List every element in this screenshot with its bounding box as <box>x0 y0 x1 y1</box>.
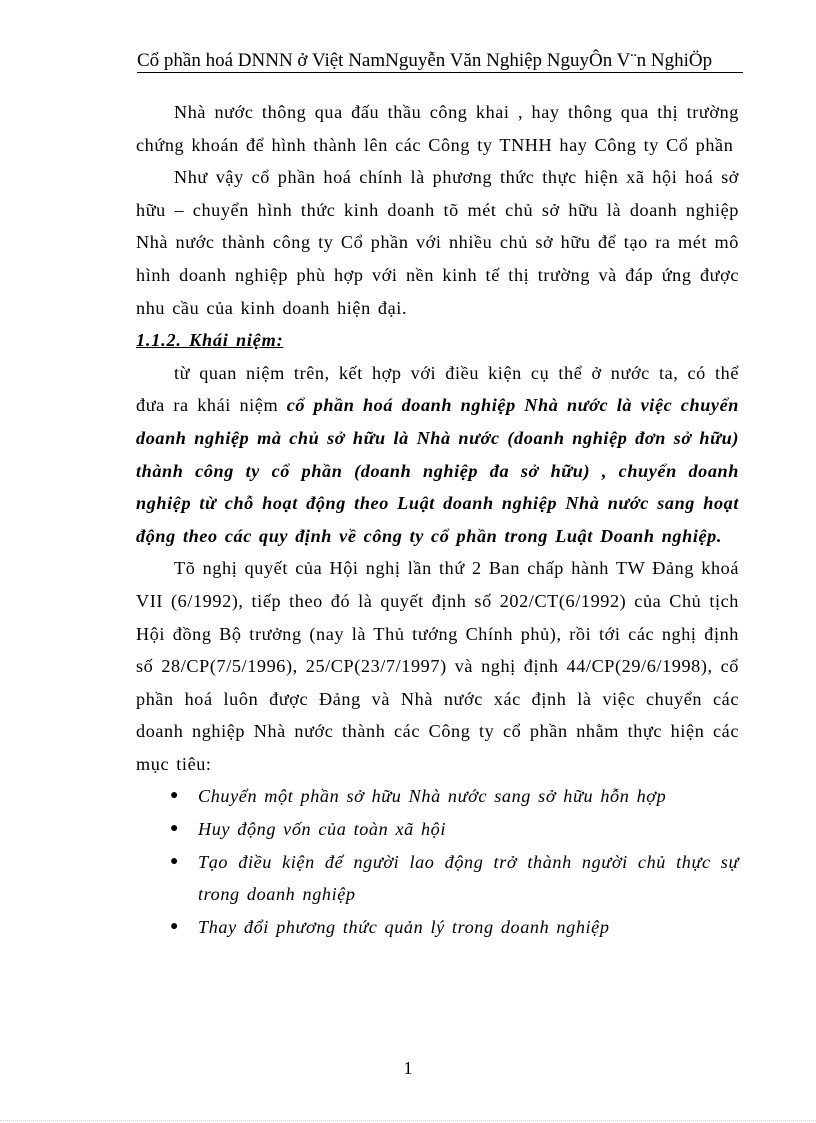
objectives-list <box>136 780 739 943</box>
paragraph-3 <box>136 357 739 553</box>
bullet-icon: ● <box>170 853 180 869</box>
list-item <box>136 813 739 846</box>
document-body <box>136 96 739 943</box>
paragraph-2: Như vậy cổ phần hoá chính là phương thức thực hiện xã hội hoá sở hữu – chuyển hình thức kinh doanh tõ mét chủ sở hữu là doanh nghiệp Nhà nước thành công ty Cổ phần với nhiều chủ sở hữu để tạo ra mét mô hình doanh nghiệp phù hợp với nền kinh tế thị trường và đáp ứng được nhu cầu của kinh doanh hiện đại. <box>136 167 739 318</box>
bullet-icon: ● <box>170 821 180 837</box>
list-item <box>136 911 739 944</box>
paragraph-1: Nhà nước thông qua đấu thầu công khai , hay thông qua thị trường chứng khoán để hình thành lên các Công ty TNHH hay Công ty Cổ phần <box>136 102 739 155</box>
list-item-text: Huy động vốn của toàn xã hội <box>198 819 447 840</box>
list-item <box>136 780 739 813</box>
list-item <box>136 846 739 911</box>
section-heading: 1.1.2. Khái niệm: <box>136 330 284 351</box>
page-bottom-divider <box>0 1120 816 1121</box>
list-item-text: Thay đổi phương thức quản lý trong doanh nghiệp <box>198 916 610 937</box>
page-number: 1 <box>403 1058 413 1078</box>
list-item-text: Chuyển một phần sở hữu Nhà nước sang sở hữu hỗn hợp <box>198 786 667 807</box>
paragraph-3-lead: từ quan niệm trên, kết hợp với điều kiện cụ thể ở nước ta, có thể đưa ra khái niệm <box>136 362 739 416</box>
paragraph-4: Tõ nghị quyết của Hội nghị lần thứ 2 Ban chấp hành TW Đảng khoá VII (6/1992), tiếp theo đó là quyết định số 202/CT(6/1992) của Chủ tịch Hội đồng Bộ trưởng (nay là Thủ tướng Chính phủ), rồi tới các nghị định số 28/CP(7/5/1996), 25/CP(23/7/1997) và nghị định 44/CP(29/6/1998), cổ phần hoá luôn được Đảng và Nhà nước xác định là việc chuyển các doanh nghiệp Nhà nước thành các Công ty cổ phần nhằm thực hiện các mục tiêu: <box>136 558 739 774</box>
definition-emphasis: cổ phần hoá doanh nghiệp Nhà nước là việc chuyển doanh nghiệp mà chủ sở hữu là Nhà nước (doanh nghiệp đơn sở hữu) thành công ty cổ phần (doanh nghiệp đa sở hữu) , chuyển doanh nghiệp từ chỗ hoạt động theo Luật doanh nghiệp Nhà nước sang hoạt động theo các quy định về công ty cổ phần trong Luật Doanh nghiệp. <box>136 395 739 546</box>
bullet-icon: ● <box>170 918 180 934</box>
bullet-icon: ● <box>170 788 180 804</box>
running-header: Cổ phần hoá DNNN ở Việt NamNguyễn Văn Nghiệp NguyÔn V¨n NghiÖp <box>137 50 743 73</box>
list-item-text: Tạo điều kiện để người lao động trở thành người chủ thực sự trong doanh nghiệp <box>198 851 739 905</box>
